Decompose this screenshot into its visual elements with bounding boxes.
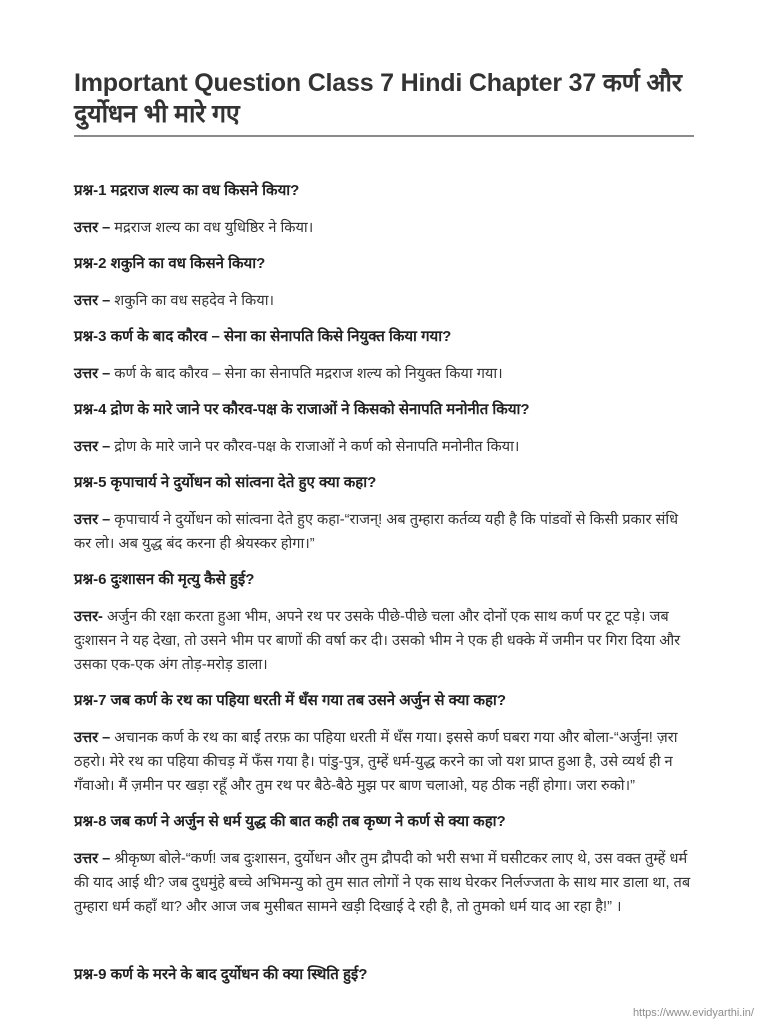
answer-label: उत्तर – xyxy=(74,730,111,746)
question-4: प्रश्न-4 द्रोण के मारे जाने पर कौरव-पक्ष के राजाओं ने किसको सेनापति मनोनीत किया? xyxy=(74,401,530,418)
answer-text: कृपाचार्य ने दुर्योधन को सांत्वना देते हुए कहा-“राजन्! अब तुम्हारा कर्तव्य यही है कि पांडवों से किसी प्रकार संधि कर लो। अब युद्ध बंद करना ही श्रेयस्कर होगा।” xyxy=(74,512,679,552)
question-2: प्रश्न-2 शकुनि का वध किसने किया? xyxy=(74,255,266,272)
question-1: प्रश्न-1 मद्रराज शल्य का वध किसने किया? xyxy=(74,182,300,199)
answer-text: मद्रराज शल्य का वध युधिष्ठिर ने किया। xyxy=(114,220,314,236)
cutoff-question-line xyxy=(74,966,696,983)
answer-label: उत्तर – xyxy=(74,366,111,382)
answer-label: उत्तर – xyxy=(74,851,111,867)
answer-4 xyxy=(74,435,696,459)
question-5: प्रश्न-5 कृपाचार्य ने दुर्योधन को सांत्वना देते हुए क्या कहा? xyxy=(74,474,377,491)
title-divider xyxy=(74,135,694,137)
answer-2 xyxy=(74,289,696,313)
answer-label: उत्तर- xyxy=(74,609,103,625)
answer-8 xyxy=(74,847,696,919)
answer-6 xyxy=(74,605,696,677)
question-6: प्रश्न-6 दुःशासन की मृत्यु कैसे हुई? xyxy=(74,571,255,588)
answer-label: उत्तर – xyxy=(74,439,111,455)
question-7: प्रश्न-7 जब कर्ण के रथ का पहिया धरती में धँस गया तब उसने अर्जुन से क्या कहा? xyxy=(74,692,506,709)
answer-label: उत्तर – xyxy=(74,293,111,309)
page-title: Important Question Class 7 Hindi Chapter 37 कर्ण और दुर्योधन भी मारे गए xyxy=(74,69,682,128)
answer-text: कर्ण के बाद कौरव – सेना का सेनापति मद्रराज शल्य को नियुक्त किया गया। xyxy=(114,366,503,382)
answer-text: श्रीकृष्ण बोले-“कर्ण! जब दुःशासन, दुर्योधन और तुम द्रौपदी को भरी सभा में घसीटकर लाए थे, उस वक्त तुम्हें धर्म की याद आई थी? जब दुधमुंहे बच्चे अभिमन्यु को तुम सात लोगों ने एक साथ घेरकर निर्लज्जता के साथ मार डाला था, तब तुम्हारा धर्म कहाँ था? और आज जब मुसीबत सामने खड़ी दिखाई दे रही है, तो तुमको धर्म याद आ रहा है!” । xyxy=(74,851,691,915)
answer-5 xyxy=(74,508,696,556)
answer-text: अर्जुन की रक्षा करता हुआ भीम, अपने रथ पर उसके पीछे-पीछे चला और दोनों एक साथ कर्ण पर टूट पड़े। जब दुःशासन ने यह देखा, तो उसने भीम पर बाणों की वर्षा कर दी। उसको भीम ने एक ही धक्के में जमीन पर गिरा दिया और उसका एक-एक अंग तोड़-मरोड़ डाला। xyxy=(74,609,681,673)
source-url: https://www.evidyarthi.in/ xyxy=(632,1007,754,1019)
question-9: प्रश्न-9 कर्ण के मरने के बाद दुर्योधन की क्या स्थिति हुई? xyxy=(74,966,368,983)
answer-text: शकुनि का वध सहदेव ने किया। xyxy=(114,293,274,309)
answer-1 xyxy=(74,216,696,240)
answer-label: उत्तर – xyxy=(74,512,111,528)
answer-text: द्रोण के मारे जाने पर कौरव-पक्ष के राजाओं ने कर्ण को सेनापति मनोनीत किया। xyxy=(114,439,520,455)
answer-3 xyxy=(74,362,696,386)
question-3: प्रश्न-3 कर्ण के बाद कौरव – सेना का सेनापति किसे नियुक्त किया गया? xyxy=(74,328,452,345)
qa-list xyxy=(74,180,696,932)
answer-label: उत्तर – xyxy=(74,220,111,236)
question-8: प्रश्न-8 जब कर्ण ने अर्जुन से धर्म युद्ध की बात कही तब कृष्ण ने कर्ण से क्या कहा? xyxy=(74,813,506,830)
answer-text: अचानक कर्ण के रथ का बाईं तरफ़ का पहिया धरती में धँस गया। इससे कर्ण घबरा गया और बोला-“अर्जुन! ज़रा ठहरो। मेरे रथ का पहिया कीचड़ में फँस गया है। पांडु-पुत्र, तुम्हें धर्म-युद्ध करने का जो यश प्राप्त हुआ है, उसे व्यर्थ ही न गँवाओ। मैं ज़मीन पर खड़ा रहूँ और तुम रथ पर बैठे-बैठे मुझ पर बाण चलाओ, यह ठीक नहीं होगा। जरा रुको।” xyxy=(74,730,678,794)
answer-7 xyxy=(74,726,696,798)
